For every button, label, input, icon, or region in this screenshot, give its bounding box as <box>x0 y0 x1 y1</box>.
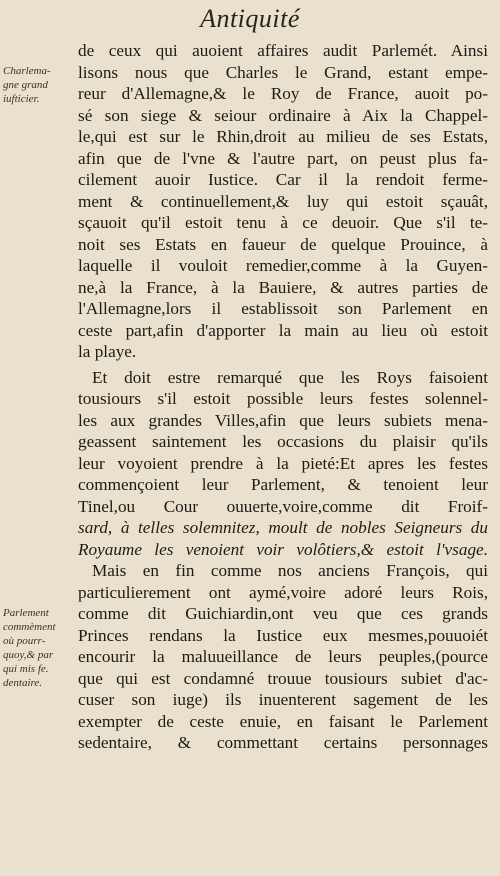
paragraph-3 <box>78 560 488 754</box>
text-line: laquelle il vouloit remedier,comme à la Guyen- <box>78 256 488 275</box>
running-head: Antiquité <box>200 4 300 33</box>
text-line-italic: sard, à telles solemnitez, moult de nobles Seigneurs du <box>78 518 488 537</box>
margin-note-line: iufticier. <box>3 93 40 105</box>
text-line: encourir la maluueillance de leurs peuples,(pource <box>78 647 488 666</box>
text-line: lisons nous que Charles le Grand, estant empe- <box>78 62 488 82</box>
margin-note-parlement <box>3 606 71 690</box>
text-line: leur voyoient prendre à la pieté:Et apres les festes <box>78 453 488 473</box>
text-line: tousiours s'il estoit possible leurs festes solennel- <box>78 389 488 408</box>
text-line: Princes rendans la Iustice eux mesmes,pouuoiét <box>78 625 488 645</box>
text-line: Et doit estre remarqué que les Roys faisoient <box>92 367 488 387</box>
text-line: de ceux qui auoient affaires audit Parlemét. Ainsi <box>78 41 488 60</box>
text-line: exempter de ceste enuie, en faisant le Parlement <box>78 711 488 731</box>
text-line: Tinel,ou Cour ouuerte,voire,comme dit Froif- <box>78 496 488 516</box>
paragraph-1 <box>78 40 488 363</box>
text-line: particulierement ont aymé,voire adoré leurs Rois, <box>78 582 488 602</box>
text-line: reur d'Allemagne,& le Roy de France, auoit po- <box>78 84 488 103</box>
text-line: l'Allemagne,lors il establissoit son Parlement en <box>78 299 488 318</box>
paragraph-2 <box>78 367 488 561</box>
text-line: Mais en fin comme nos anciens François, qui <box>92 561 488 580</box>
text-line: sé son siege & seiour ordinaire à Aix la Chappel- <box>78 105 488 125</box>
margin-note-line: commèment <box>3 621 56 633</box>
text-line: que qui est condamné trouue tousiours subiet d'ac- <box>78 668 488 688</box>
margin-note-line: où pourr- <box>3 635 46 647</box>
text-line: cuser son iuge) ils inuenterent sagement de les <box>78 690 488 709</box>
margin-note-line: quoy,& par <box>3 649 54 661</box>
margin-note-line: Parlement <box>3 607 49 619</box>
margin-note-line: Charlema- <box>3 65 51 77</box>
text-line: sedentaire, & commettant certains personnages <box>78 733 488 752</box>
text-line: ne,à la France, à la Bauiere, & autres parties de <box>78 277 488 297</box>
margin-note-charlemagne <box>3 64 71 106</box>
text-line: noit ses Estats en faueur de quelque Prouince, à <box>78 234 488 254</box>
text-line-italic: Royaume les venoient voir volôtiers,& estoit l'vsage. <box>78 539 488 559</box>
margin-note-line: dentaire. <box>3 677 42 689</box>
text-line: sçauoit qu'il estoit tenu à ce deuoir. Que s'il te- <box>78 213 488 232</box>
text-line: commençoient leur Parlement, & tenoient leur <box>78 475 488 494</box>
body-text <box>78 40 488 754</box>
text-line: la playe. <box>78 342 137 361</box>
text-line: cilement auoir Iustice. Car il la rendoit ferme- <box>78 170 488 189</box>
margin-note-line: gne grand <box>3 79 48 91</box>
text-line: ment & continuellement,& luy qui estoit sçauât, <box>78 191 488 211</box>
margin-note-line: qui mis fe. <box>3 663 49 675</box>
text-line: afin que de l'vne & l'autre part, on peust plus fa- <box>78 148 488 168</box>
text-line: comme dit Guichiardin,ont veu que ces grands <box>78 604 488 623</box>
text-line: les aux grandes Villes,afin que leurs subiets mena- <box>78 410 488 430</box>
text-line: ceste part,afin d'apporter la main au lieu où estoit <box>78 320 488 340</box>
text-line: geassent saintement les occasions du plaisir qu'ils <box>78 432 488 451</box>
text-line: le,qui est sur le Rhin,droit au milieu de ses Estats, <box>78 127 488 146</box>
